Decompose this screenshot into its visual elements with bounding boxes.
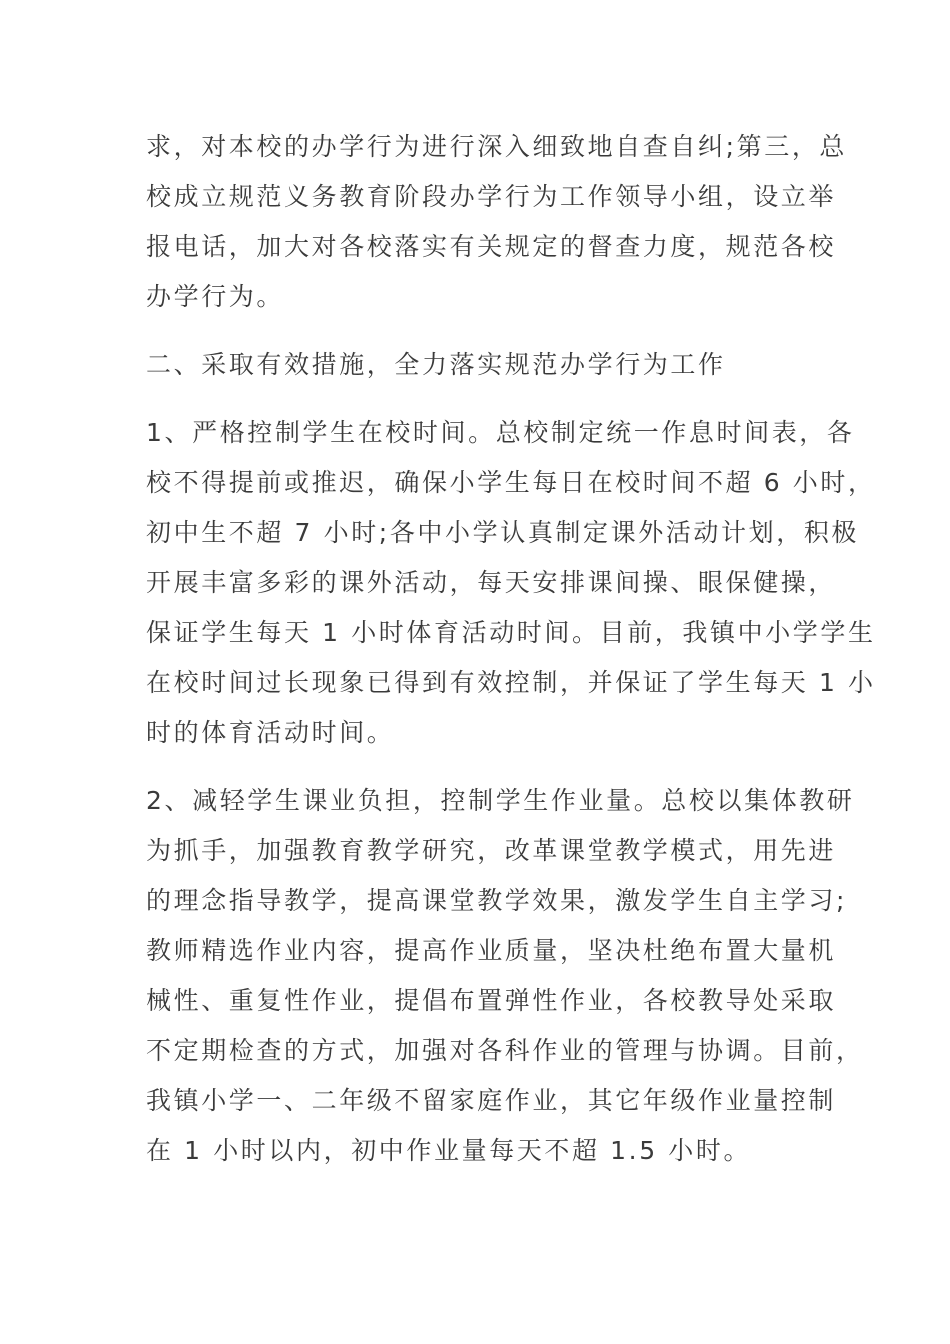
paragraph-line: 保证学生每天 1 小时体育活动时间。目前，我镇中小学学生 xyxy=(146,618,876,647)
paragraph-line: 初中生不超 7 小时;各中小学认真制定课外活动计划，积极 xyxy=(146,518,860,547)
paragraph-line: 1、严格控制学生在校时间。总校制定统一作息时间表，各 xyxy=(146,418,855,447)
paragraph-line: 不定期检查的方式，加强对各科作业的管理与协调。目前， xyxy=(146,1036,864,1065)
paragraph-line: 的理念指导教学，提高课堂教学效果，激发学生自主学习; xyxy=(146,886,848,915)
paragraph-line: 校不得提前或推迟，确保小学生每日在校时间不超 6 小时， xyxy=(146,468,876,497)
paragraph-line: 求，对本校的办学行为进行深入细致地自查自纠;第三，总 xyxy=(146,132,848,161)
paragraph-line: 为抓手，加强教育教学研究，改革课堂教学模式，用先进 xyxy=(146,836,837,865)
paragraph-line: 我镇小学一、二年级不留家庭作业，其它年级作业量控制 xyxy=(146,1086,837,1115)
heading-line: 二、采取有效措施，全力落实规范办学行为工作 xyxy=(146,350,726,379)
paragraph-line: 械性、重复性作业，提倡布置弹性作业，各校教导处采取 xyxy=(146,986,837,1015)
paragraph-line: 在 1 小时以内，初中作业量每天不超 1.5 小时。 xyxy=(146,1136,752,1165)
paragraph-line: 时的体育活动时间。 xyxy=(146,718,395,747)
paragraph-line: 在校时间过长现象已得到有效控制，并保证了学生每天 1 小 xyxy=(146,668,876,697)
paragraph-line: 办学行为。 xyxy=(146,282,285,311)
paragraph-line: 报电话，加大对各校落实有关规定的督查力度，规范各校 xyxy=(146,232,837,261)
paragraph-line: 开展丰富多彩的课外活动，每天安排课间操、眼保健操， xyxy=(146,568,837,597)
paragraph-line: 教师精选作业内容，提高作业质量，坚决杜绝布置大量机 xyxy=(146,936,837,965)
paragraph-line: 2、减轻学生课业负担，控制学生作业量。总校以集体教研 xyxy=(146,786,855,815)
paragraph-line: 校成立规范义务教育阶段办学行为工作领导小组，设立举 xyxy=(146,182,837,211)
